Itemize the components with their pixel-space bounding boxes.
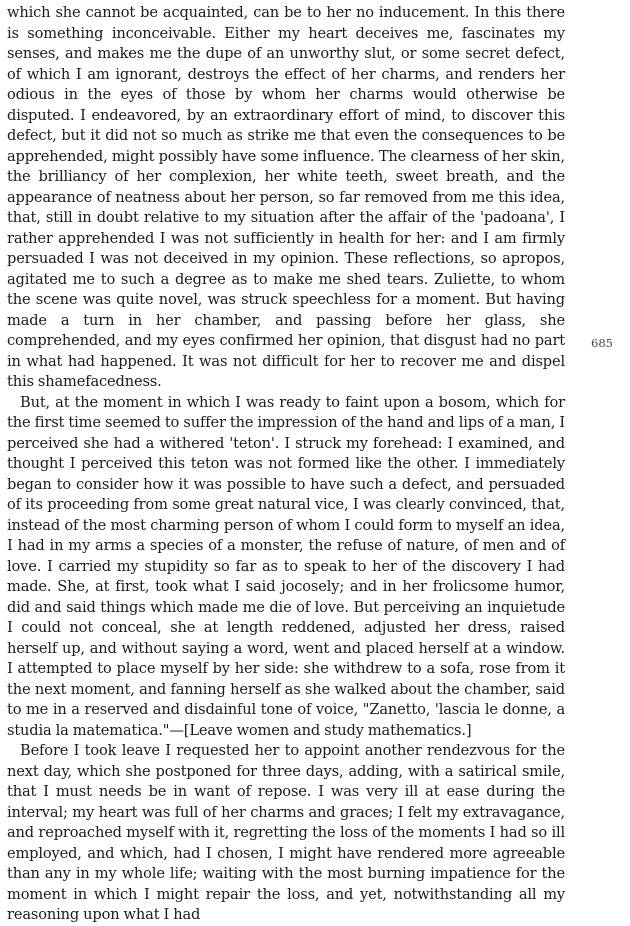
paragraph-1: which she cannot be acquainted, can be to her no inducement. In this there is something inconceivable. Either my heart deceives me, fascinates my senses, and makes me the dupe of an unworthy slut, or some secret defect, of which I am ignorant, destroys the effect of her charms, and renders her odious in the eyes of those by whom her charms would otherwise be disputed. I endeavored, by an extraordinary effort of mind, to discover this defect, but it did not so much as strike me that even the consequences to be apprehended, might possibly have some influence. The clearness of her skin, the brilliancy of her complexion, her white teeth, sweet breath, and the appearance of neatness about her person, so far removed from me this idea, that, still in doubt relative to my situation after the affair of the 'padoana', I rather apprehended I was not sufficiently in health for her: and I am firmly persuaded I was not deceived in my opinion. These reflections, so apropos, agitated me to such a degree as to make me shed tears. Zuliette, to whom the scene was quite novel, was struck speechless for a moment. But having made a turn in her chamber, and passing before her glass, she comprehended, and my eyes confirmed her opinion, that disgust had no part in what had happened. It was not difficult for her to recover me and dispel this shamefacedness. [7,4,565,390]
paragraph-2: But, at the moment in which I was ready to faint upon a bosom, which for the first time seemed to suffer the impression of the hand and lips of a man, I perceived she had a withered 'teton'. I struck my forehead: I examined, and thought I perceived this teton was not formed like the other. I immediately began to consider how it was possible to have such a defect, and persuaded of its proceeding from some great natural vice, I was clearly convinced, that, instead of the most charming person of whom I could form to myself an idea, I had in my arms a species of a monster, the refuse of nature, of men and of love. I carried my stupidity so far as to speak to her of the discovery I had made. She, at first, took what I said jocosely; and in her frolicsome humor, did and said things which made me die of love. But perceiving an inquietude I could not conceal, she at length reddened, adjusted her dress, raised herself up, and without saying a word, went and placed herself at a window. I attempted to place myself by her side: she withdrew to a sofa, rose from it the next moment, and fanning herself as she walked about the chamber, said to me in a reserved and disdainful tone of voice, "Zanetto, 'lascia le donne, a studia la matematica."—[Leave women and study mathematics.] [7,393,565,739]
paragraph-3: Before I took leave I requested her to appoint another rendezvous for the next day, which she postponed for three days, adding, with a satirical smile, that I must needs be in want of repose. I was very ill at ease during the interval; my heart was full of her charms and graces; I felt my extravagance, and reproached myself with it, regretting the loss of the moments I had so ill employed, and which, had I chosen, I might have rendered more agreeable than any in my whole life; waiting with the most burning impatience for the moment in which I might repair the loss, and yet, notwithstanding all my reasoning upon what I had [7,742,565,923]
page-number: 685 [591,336,613,350]
body-text [7,3,565,926]
